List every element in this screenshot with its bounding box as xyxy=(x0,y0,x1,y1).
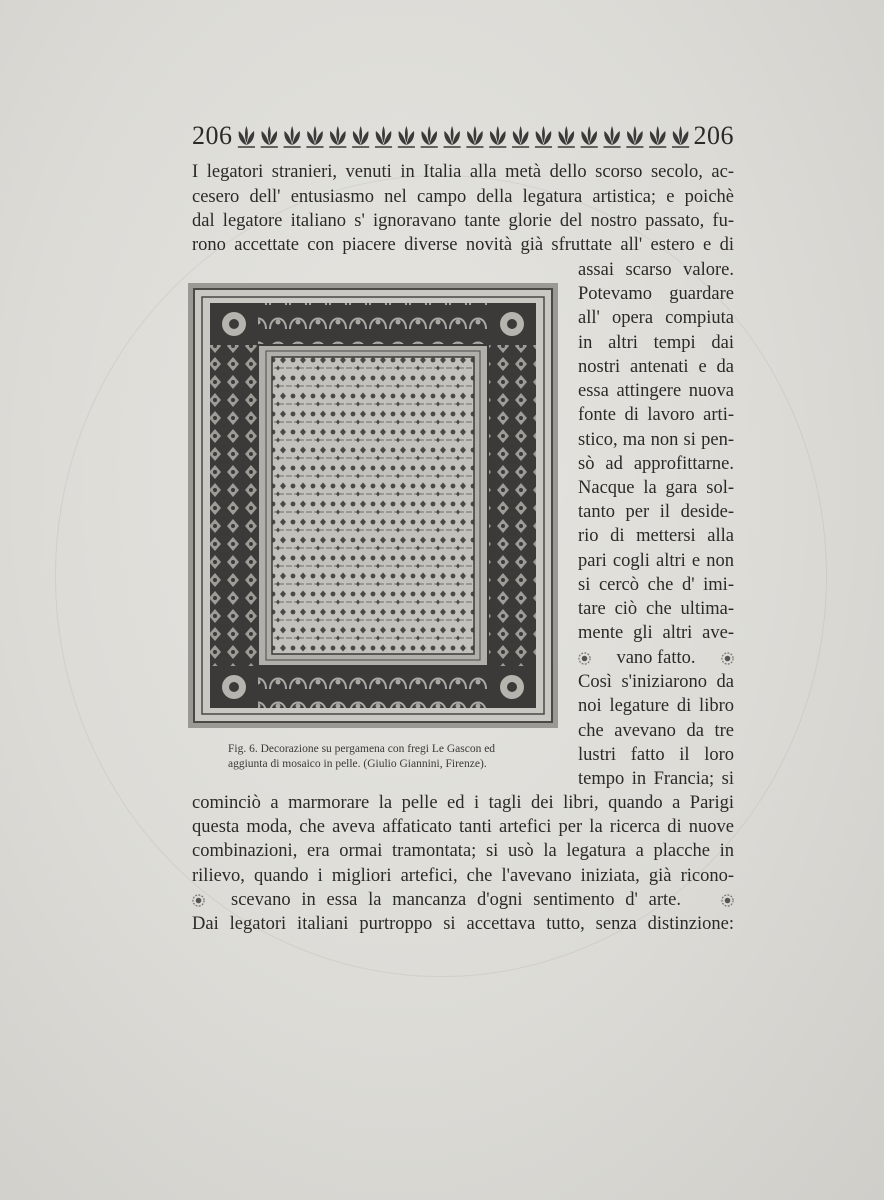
page-number-left: 206 xyxy=(192,121,233,150)
side-line-with-flowers xyxy=(578,646,734,670)
side-line: Potevamo guardare xyxy=(578,284,734,304)
side-line: fonte di lavoro arti- xyxy=(578,405,734,425)
side-line: all' opera compiuta xyxy=(578,308,734,328)
caption-line: aggiunta di mosaico in pelle. (Giulio Giannini, Firenze). xyxy=(228,758,487,770)
side-line: rio di mettersi alla xyxy=(578,526,734,546)
body-line: Dai legatori italiani purtroppo si accettava tutto, senza distinzione: xyxy=(192,914,734,934)
side-line: tanto per il deside- xyxy=(578,502,734,522)
book-binding-illustration xyxy=(188,283,558,728)
rosette-ornament-icon xyxy=(721,652,734,665)
body-line: combinazioni, era ormai tramontata; si usò la legatura a placche in xyxy=(192,841,734,861)
side-line: tempo in Francia; si xyxy=(578,769,734,789)
side-line: assai scarso valore. xyxy=(578,260,734,280)
rosette-ornament-icon xyxy=(192,894,205,907)
side-line: in altri tempi dai xyxy=(578,333,734,353)
rosette-ornament-icon xyxy=(721,894,734,907)
body-line: rono accettate con piacere diverse novità già sfruttate all' estero e di xyxy=(192,235,734,255)
side-line: tare ciò che ultima- xyxy=(578,599,734,619)
body-line: scevano in essa la mancanza d'ogni sentimento d' arte. xyxy=(231,890,681,910)
page-number-right: 206 xyxy=(693,121,734,150)
body-line: cesero dell' entusiasmo nel campo della legatura artistica; e poichè xyxy=(192,187,734,207)
body-line: dal legatore italiano s' ignoravano tante glorie del nostro passato, fu- xyxy=(192,211,734,231)
side-line: vano fatto. xyxy=(616,648,696,668)
side-line: mente gli altri ave- xyxy=(578,623,734,643)
side-line: nostri antenati e da xyxy=(578,357,734,377)
side-line: Così s'iniziarono da xyxy=(578,672,734,692)
side-line: lustri fatto il loro xyxy=(578,745,734,765)
binding-decoration-image xyxy=(188,283,558,728)
rosette-ornament-icon xyxy=(578,652,591,665)
side-line: che avevano da tre xyxy=(578,721,734,741)
side-line: si cercò che d' imi- xyxy=(578,575,734,595)
side-line: pari cogli altri e non xyxy=(578,551,734,571)
body-line: questa moda, che aveva affaticato tanti artefici per la ricerca di nuove xyxy=(192,817,734,837)
page-header xyxy=(192,118,734,154)
body-line: rilievo, quando i migliori artefici, che l'avevano iniziata, già ricono- xyxy=(192,866,734,886)
side-line: stico, ma non si pen- xyxy=(578,430,734,450)
side-line: Nacque la gara sol- xyxy=(578,478,734,498)
side-line: noi legature di libro xyxy=(578,696,734,716)
lotus-ornament-band-icon xyxy=(235,123,692,149)
side-line: sò ad approfittarne. xyxy=(578,454,734,474)
figure-caption xyxy=(228,742,528,772)
caption-line: Fig. 6. Decorazione su pergamena con fregi Le Gascon ed xyxy=(228,743,496,755)
body-line: I legatori stranieri, venuti in Italia alla metà dello scorso secolo, ac- xyxy=(192,162,734,182)
side-line: essa attingere nuova xyxy=(578,381,734,401)
body-line-with-flowers xyxy=(192,888,734,912)
body-line: cominciò a marmorare la pelle ed i tagli dei libri, quando a Parigi xyxy=(192,793,734,813)
